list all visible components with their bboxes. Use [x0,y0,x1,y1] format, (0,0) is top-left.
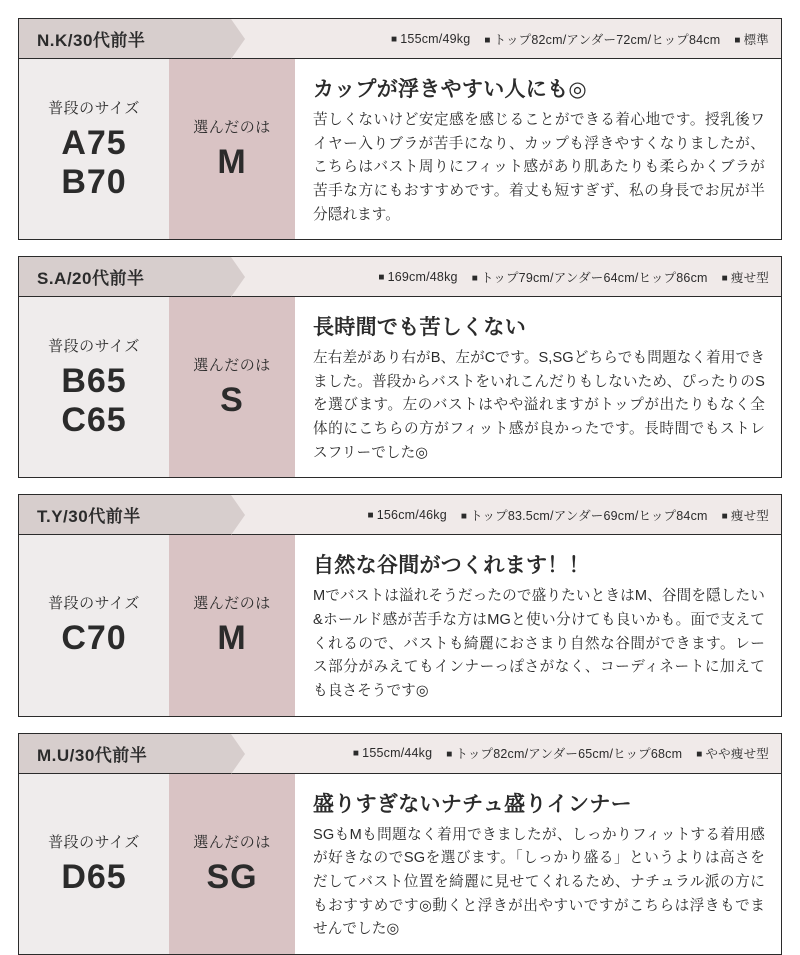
usual-size-value [61,362,126,440]
review-header [19,19,781,59]
review-text-column [295,59,781,239]
chosen-size-label: 選んだのは [193,119,271,137]
chosen-size-label: 選んだのは [193,595,271,613]
review-body-row [19,535,781,715]
chosen-size-label: 選んだのは [193,833,271,851]
reviewer-stats [231,257,781,296]
stat-body: ■ 155cm/49kg [391,32,470,46]
usual-size-column [19,297,169,477]
review-body-row [19,59,781,239]
stat-body: ■ 156cm/46kg [368,508,447,522]
usual-size-value [61,124,126,202]
review-title: 長時間でも苦しくない [313,316,526,340]
review-text: Mでバストは溢れそうだったので盛りたいときはM、谷間を隠したい&ホールド感が苦手な方はMGと使い分けても良いかも。面で支えてくれるので、バストも綺麗におさまり自然な谷間ができます。レース部分がみえてもインナーっぽさがなく、コーディネートに加えても良さそうです◎ [313,588,765,699]
review-card [18,18,782,240]
usual-size-value [61,619,126,658]
review-title: カップが浮きやすい人にも◎ [313,78,588,101]
review-card [18,256,782,478]
usual-size-label: 普段のサイズ [48,99,140,117]
chosen-size-column [169,59,295,239]
reviewer-name: S.A/20代前半 [19,257,231,296]
usual-size-label: 普段のサイズ [48,337,140,355]
review-text-column [295,535,781,715]
usual-size-column [19,535,169,715]
usual-size-column [19,59,169,239]
reviewer-name: M.U/30代前半 [19,734,231,773]
reviewer-name: N.K/30代前半 [19,19,231,58]
chosen-size-column [169,535,295,715]
stat-measurements: ■ トップ83.5cm/アンダー69cm/ヒップ84cm [461,506,708,524]
chosen-size-label: 選んだのは [193,357,271,375]
review-text-column [295,297,781,477]
stat-measurements: ■ トップ79cm/アンダー64cm/ヒップ86cm [472,268,708,286]
stat-type: ■ 痩せ型 [722,506,769,524]
stat-type: ■ 標準 [734,30,769,48]
usual-size-value-1: B65 [61,361,127,400]
review-title: 自然な谷間がつくれます！！ [313,554,590,578]
review-card [18,733,782,955]
usual-size-value-1: D65 [61,857,127,896]
stat-measurements: ■ トップ82cm/アンダー72cm/ヒップ84cm [484,30,720,48]
usual-size-column [19,774,169,954]
review-body-row [19,297,781,477]
usual-size-value-2: B70 [61,162,127,201]
reviewer-stats [231,495,781,534]
chosen-size-value: M [217,619,247,658]
review-text: 左右差があり右がB、左がCです。S,SGどちらでも問題なく着用できました。普段からバストをいれこんだりもしないため、ぴったりのSを選びます。左のバストはやや溢れますがトップが出たりもなく全体的にこちらの方がフィット感が良かったです。長時間でもストレスフリーでした◎ [313,350,765,461]
usual-size-label: 普段のサイズ [48,833,140,851]
review-text: SGもMも問題なく着用できましたが、しっかりフィットする着用感が好きなのでSGを選びます。「しっかり盛る」というよりは高さをだしてバスト位置を綺麗に見せてくれるため、ナチュラル派の方にもおすすめです◎動くと浮きが出やすいですがこちらは浮きもでませんでした◎ [313,826,765,938]
review-title: 盛りすぎないナチュ盛りインナー [313,792,632,816]
reviewer-stats [231,19,781,58]
chosen-size-value: S [220,381,244,420]
review-header [19,734,781,774]
review-card [18,494,782,716]
usual-size-value-1: C70 [61,619,127,658]
usual-size-value-1: A75 [61,123,127,162]
chosen-size-value: M [217,143,247,182]
usual-size-label: 普段のサイズ [48,595,140,613]
usual-size-value-2: C65 [61,400,127,439]
review-text-column [295,774,781,954]
usual-size-value [61,858,126,897]
review-text: 苦しくないけど安定感を感じることができる着心地です。授乳後ワイヤー入りブラが苦手になり、カップも浮きやすくなりましたが、こちらはバスト周りにフィット感があり肌あたりも柔らかくブラが苦手な方にもおすすめです。着丈も短すぎず、私の身長でお尻が半分隠れます。 [313,112,765,223]
review-body-row [19,774,781,954]
chosen-size-value: SG [206,857,258,896]
stat-type: ■ やや痩せ型 [696,744,769,762]
stat-body: ■ 169cm/48kg [378,270,457,284]
stat-type: ■ 痩せ型 [722,268,769,286]
review-header [19,257,781,297]
reviewer-name: T.Y/30代前半 [19,495,231,534]
stat-measurements: ■ トップ82cm/アンダー65cm/ヒップ68cm [446,744,682,762]
chosen-size-column [169,774,295,954]
chosen-size-column [169,297,295,477]
review-header [19,495,781,535]
reviewer-stats [231,734,781,773]
stat-body: ■ 155cm/44kg [353,746,432,760]
